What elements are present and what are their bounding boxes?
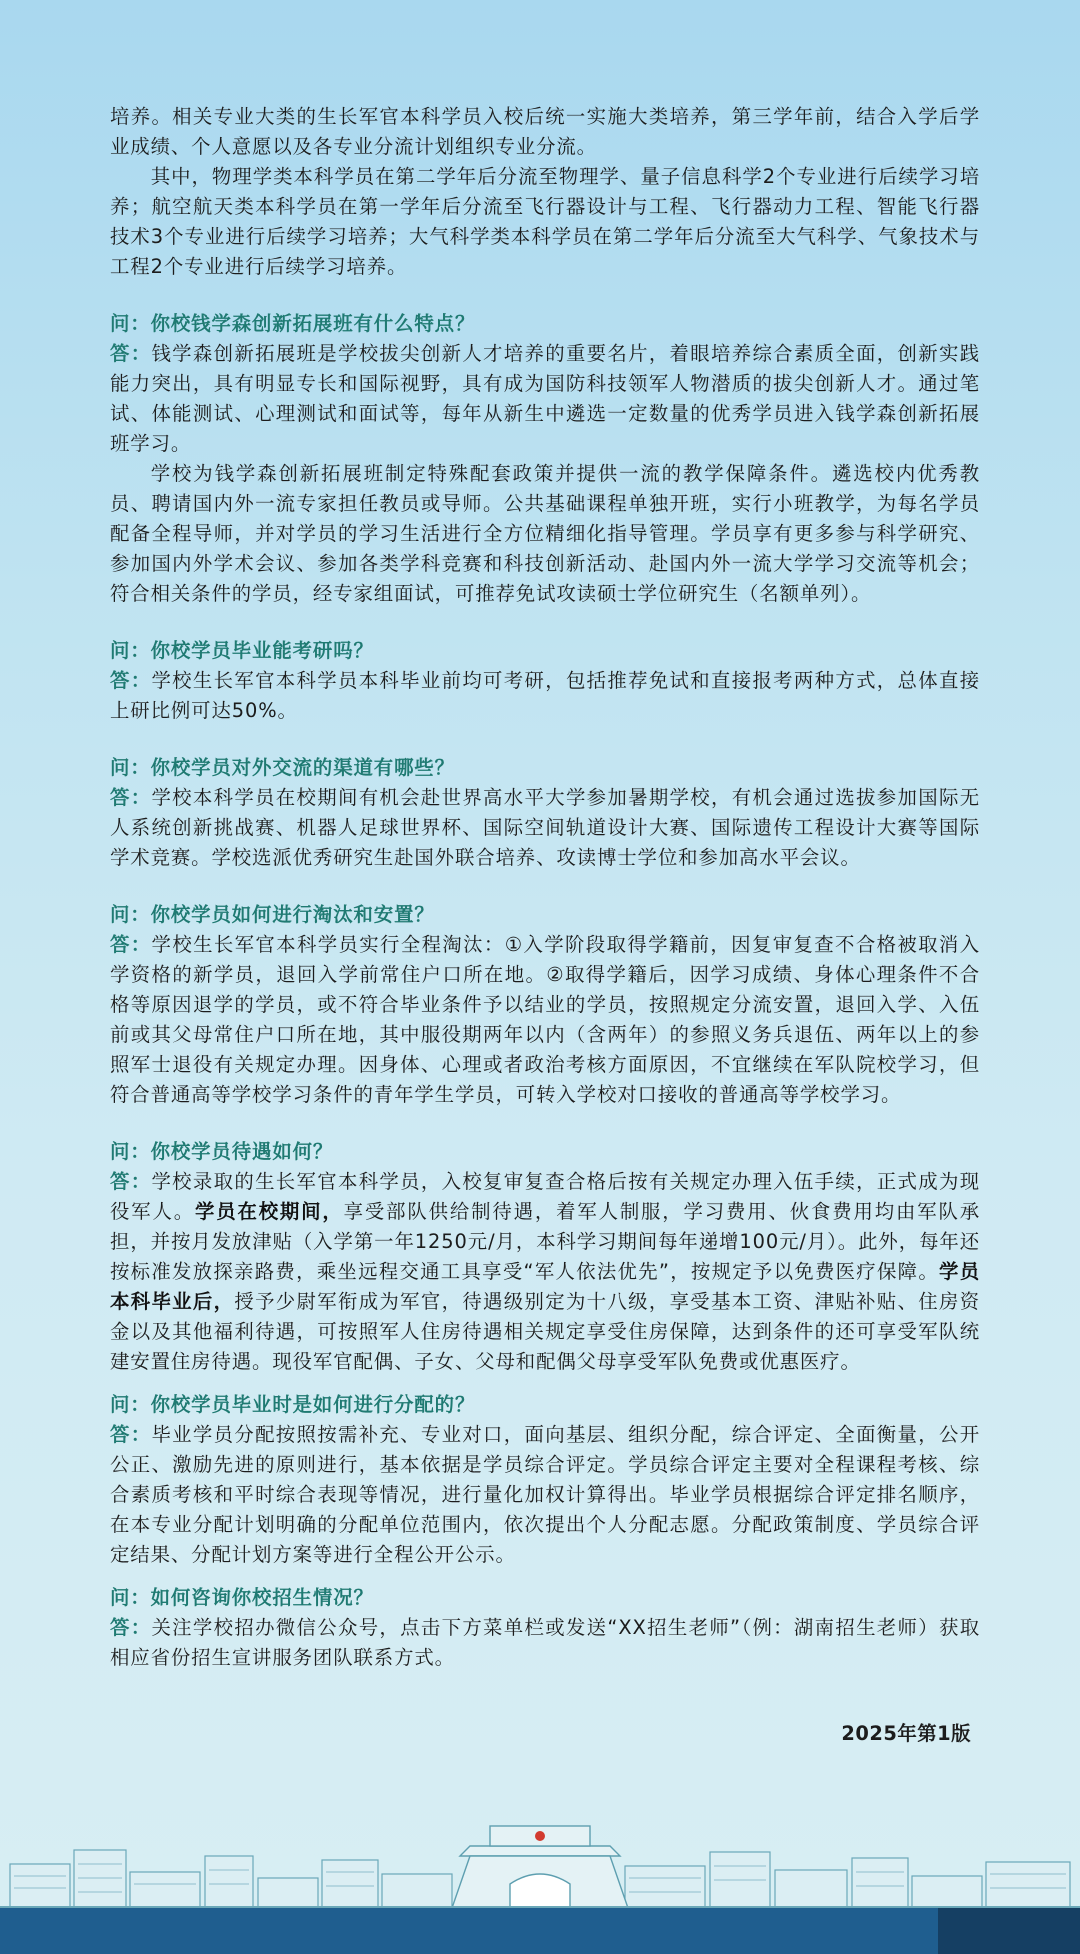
answer-2: 答：学校生长军官本科学员本科毕业前均可考研，包括推荐免试和直接报考两种方式，总体直接上研比例可达50%。 — [110, 669, 980, 722]
answer-3: 答：学校本科学员在校期间有机会赴世界高水平大学参加暑期学校，有机会通过选拔参加国际无人系统创新挑战赛、机器人足球世界杯、国际空间轨道设计大赛、国际遗传工程设计大赛等国际学术竞赛。学校选派优秀研究生赴国外联合培养、攻读博士学位和参加高水平会议。 — [110, 786, 980, 869]
edition-label: 2025年第1版 — [841, 1722, 971, 1745]
intro-paragraph-1: 培养。相关专业大类的生长军官本科学员入校后统一实施大类培养，第三学年前，结合入学后学业成绩、个人意愿以及各专业分流计划组织专业分流。 — [110, 105, 980, 158]
answer-1: 答：钱学森创新拓展班是学校拔尖创新人才培养的重要名片，着眼培养综合素质全面，创新实践能力突出，具有明显专长和国际视野，具有成为国防科技领军人物潜质的拔尖创新人才。通过笔试、体能测试、心理测试和面试等，每年从新生中遴选一定数量的优秀学员进入钱学森创新拓展班学习。 — [110, 342, 980, 455]
question-6: 问：你校学员毕业时是如何进行分配的？ — [110, 1393, 476, 1416]
answer-7: 答：关注学校招办微信公众号，点击下方菜单栏或发送“XX招生老师”（例：湖南招生老师）获取相应省份招生宣讲服务团队联系方式。 — [110, 1616, 980, 1669]
answer-1-extra: 学校为钱学森创新拓展班制定特殊配套政策并提供一流的教学保障条件。遴选校内优秀教员、聘请国内外一流专家担任教员或导师。公共基础课程单独开班，实行小班教学，为每名学员配备全程导师，并对学员的学习生活进行全方位精细化指导管理。学员享有更多参与科学研究、参加国内外学术会议、参加各类学科竞赛和科技创新活动、赴国内外一流大学学习交流等机会；符合相关条件的学员，经专家组面试，可推荐免试攻读硕士学位研究生（名额单列）。 — [110, 462, 980, 605]
answer-4: 答：学校生长军官本科学员实行全程淘汰：①入学阶段取得学籍前，因复审复查不合格被取消入学资格的新学员，退回入学前常住户口所在地。②取得学籍后，因学习成绩、身体心理条件不合格等原因退学的学员，或不符合毕业条件予以结业的学员，按照规定分流安置，退回入学、入伍前或其父母常住户口所在地，其中服役期两年以内（含两年）的参照义务兵退伍、两年以上的参照军士退役有关规定办理。因身体、心理或者政治考核方面原因，不宜继续在军队院校学习，但符合普通高等学校学习条件的青年学生学员，可转入学校对口接收的普通高等学校学习。 — [110, 933, 980, 1106]
footer-bar — [0, 1908, 1080, 1954]
intro-paragraph-2: 其中，物理学类本科学员在第二学年后分流至物理学、量子信息科学2个专业进行后续学习培养；航空航天类本科学员在第一学年后分流至飞行器设计与工程、飞行器动力工程、智能飞行器技术3个专业进行后续学习培养；大气科学类本科学员在第二学年后分流至大气科学、气象技术与工程2个专业进行后续学习培养。 — [110, 165, 980, 278]
main-content — [110, 102, 980, 1673]
question-5: 问：你校学员待遇如何？ — [110, 1140, 334, 1163]
question-2: 问：你校学员毕业能考研吗？ — [110, 639, 374, 662]
question-3: 问：你校学员对外交流的渠道有哪些？ — [110, 756, 455, 779]
question-7: 问：如何咨询你校招生情况？ — [110, 1586, 374, 1609]
footer-bar-accent — [938, 1908, 1080, 1954]
question-1: 问：你校钱学森创新拓展班有什么特点？ — [110, 312, 476, 335]
question-4: 问：你校学员如何进行淘汰和安置？ — [110, 903, 435, 926]
answer-5: 答：学校录取的生长军官本科学员，入校复审复查合格后按有关规定办理入伍手续，正式成为现役军人。学员在校期间，享受部队供给制待遇，着军人制服，学习费用、伙食费用均由军队承担，并按月发放津贴（入学第一年1250元/月，本科学习期间每年递增100元/月）。此外，每年还按标准发放探亲路费，乘坐远程交通工具享受“军人依法优先”，按规定予以免费医疗保障。学员本科毕业后，授予少尉军衔成为军官，待遇级别定为十八级，享受基本工资、津贴补贴、住房资金以及其他福利待遇，可按照军人住房待遇相关规定享受住房保障，达到条件的还可享受军队统建安置住房待遇。现役军官配偶、子女、父母和配偶父母享受军队免费或优惠医疗。 — [110, 1170, 980, 1373]
answer-6: 答：毕业学员分配按照按需补充、专业对口，面向基层、组织分配，综合评定、全面衡量，公开公正、激励先进的原则进行，基本依据是学员综合评定。学员综合评定主要对全程课程考核、综合素质考核和平时综合表现等情况，进行量化加权计算得出。毕业学员根据综合评定排名顺序，在本专业分配计划明确的分配单位范围内，依次提出个人分配志愿。分配政策制度、学员综合评定结果、分配计划方案等进行全程公开公示。 — [110, 1423, 980, 1566]
star-emblem-icon — [535, 1831, 545, 1841]
